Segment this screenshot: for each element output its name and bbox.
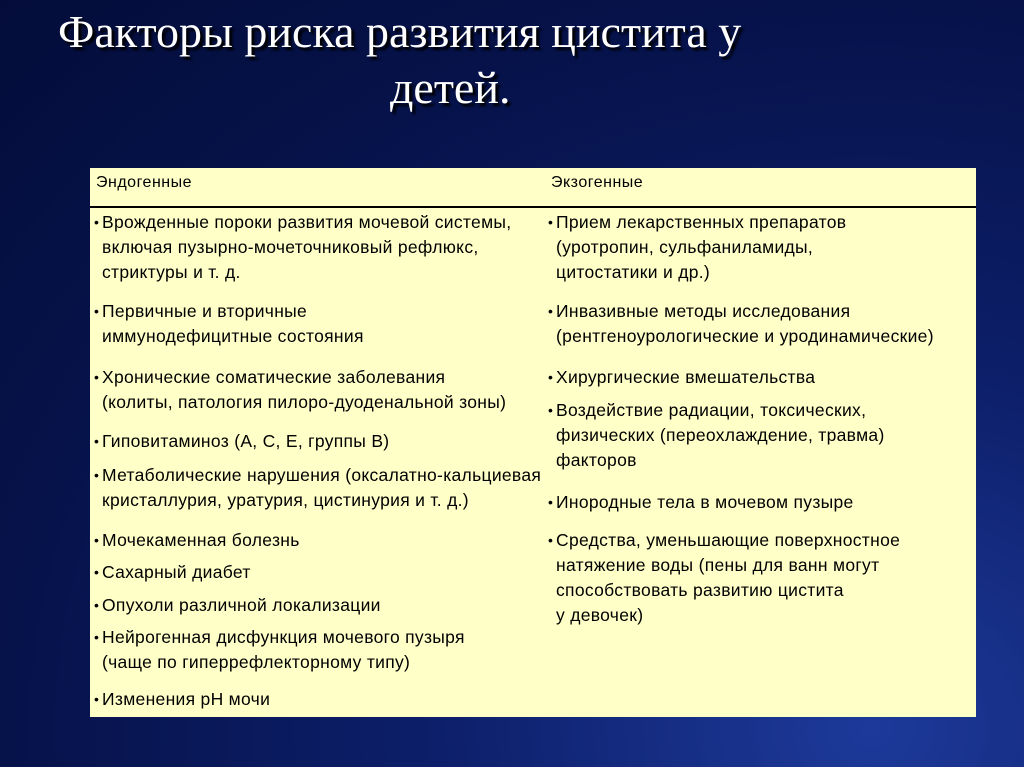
column-header-exogenous: Экзогенные (551, 174, 644, 191)
list-item-text: Изменения рН мочи (102, 689, 271, 709)
bullet: • (548, 402, 554, 418)
list-item-text: Мочекаменная болезнь (102, 530, 300, 550)
bullet: • (548, 532, 554, 548)
bullet: • (94, 564, 100, 580)
list-item (548, 210, 974, 285)
list-item-text: Хирургические вмешательства (556, 367, 816, 387)
bullet: • (548, 494, 554, 510)
bullet: • (94, 214, 100, 230)
list-item (94, 593, 554, 618)
bullet: • (548, 303, 554, 319)
list-item (548, 365, 974, 390)
list-item-text: Прием лекарственных препаратов (уротропин, сульфаниламиды, цитостатики и др.) (556, 212, 847, 282)
risk-factors-table (90, 168, 976, 717)
list-item (94, 365, 554, 415)
bullet: • (94, 597, 100, 613)
list-item (94, 429, 554, 454)
bullet: • (94, 369, 100, 385)
slide-title (0, 4, 1024, 116)
list-item (94, 299, 554, 349)
list-item (94, 528, 554, 553)
list-item-text: Хронические соматические заболевания (колиты, патология пилоро-дуоденальной зоны) (102, 367, 507, 412)
list-item-text: Врожденные пороки развития мочевой системы, включая пузырно-мочеточниковый рефлюкс, стриктуры и т. д. (102, 212, 512, 282)
list-item (94, 210, 554, 285)
list-item-text: Первичные и вторичные иммунодефицитные состояния (102, 301, 364, 346)
list-item-text: Метаболические нарушения (оксалатно-кальциевая кристаллурия, уратурия, цистинурия и т. д.) (102, 465, 542, 510)
bullet: • (94, 691, 100, 707)
list-item (94, 625, 554, 675)
bullet: • (94, 532, 100, 548)
list-item-text: Нейрогенная дисфункция мочевого пузыря (чаще по гиперрефлекторному типу) (102, 627, 465, 672)
list-item (548, 490, 974, 515)
list-item (94, 463, 554, 513)
column-header-endogenous: Эндогенные (96, 174, 193, 191)
bullet: • (94, 467, 100, 483)
list-item-text: Воздействие радиации, токсических, физических (переохлаждение, травма) факторов (556, 400, 885, 470)
list-item (94, 560, 554, 585)
bullet: • (94, 629, 100, 645)
bullet: • (548, 214, 554, 230)
list-item (548, 299, 974, 349)
list-item-text: Сахарный диабет (102, 562, 251, 582)
bullet: • (94, 303, 100, 319)
bullet: • (548, 369, 554, 385)
list-item-text: Средства, уменьшающие поверхностное натяжение воды (пены для ванн могут способствовать развитию цистита у девочек) (556, 530, 901, 625)
bullet: • (94, 433, 100, 449)
list-item (94, 687, 554, 712)
list-item (548, 528, 974, 628)
slide-title-line-1: Факторы риска развития цистита у (58, 6, 742, 57)
list-item-text: Инвазивные методы исследования (рентгеноурологические и уродинамические) (556, 301, 934, 346)
list-item-text: Опухоли различной локализации (102, 595, 381, 615)
list-item-text: Гиповитаминоз (А, С, Е, группы В) (102, 431, 390, 451)
header-divider (90, 206, 976, 208)
list-item (548, 398, 974, 473)
slide-title-line-2: детей. (390, 62, 511, 113)
list-item-text: Инородные тела в мочевом пузыре (556, 492, 854, 512)
